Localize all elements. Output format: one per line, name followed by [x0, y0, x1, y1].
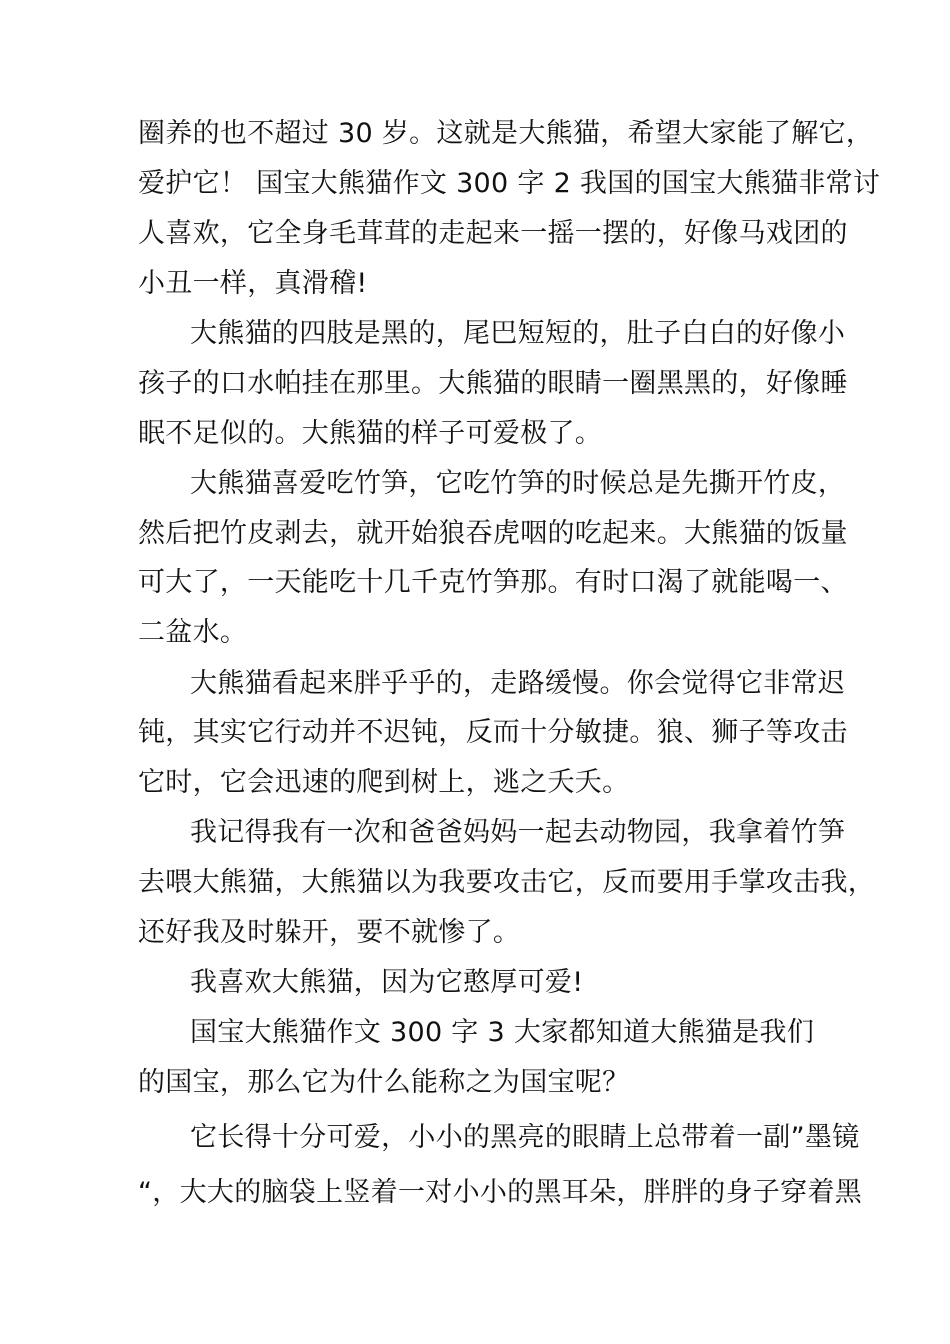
text-line: 它时，它会迅速的爬到树上，逃之夭夭。 [138, 767, 630, 798]
text-line: “，大大的脑袋上竖着一对小小的黑耳朵，胖胖的身子穿着黑 [138, 1177, 863, 1208]
text-line: 爱护它！ 国宝大熊猫作文 300 字 2 我国的国宝大熊猫非常讨 [138, 168, 881, 199]
text-line: 二盆水。 [138, 617, 248, 648]
text-line: 我记得我有一次和爸爸妈妈一起去动物园，我拿着竹笋 [190, 817, 846, 848]
text-line: 圈养的也不超过 30 岁。这就是大熊猫，希望大家能了解它， [138, 118, 874, 149]
text-line: 孩子的口水帕挂在那里。大熊猫的眼睛一圈黑黑的，好像睡 [138, 368, 848, 399]
text-line: 大熊猫的四肢是黑的，尾巴短短的，肚子白白的好像小 [190, 318, 846, 349]
text-line: 钝，其实它行动并不迟钝，反而十分敏捷。狼、狮子等攻击 [138, 717, 848, 748]
text-line: 去喂大熊猫，大熊猫以为我要攻击它，反而要用手掌攻击我， [138, 867, 876, 898]
text-line: 眠不足似的。大熊猫的样子可爱极了。 [138, 418, 603, 449]
text-line: 还好我及时躲开，要不就惨了。 [138, 917, 521, 948]
text-line: 国宝大熊猫作文 300 字 3 大家都知道大熊猫是我们 [190, 1017, 815, 1048]
text-line: 可大了，一天能吃十几千克竹笋那。有时口渴了就能喝一、 [138, 567, 848, 598]
text-line: 然后把竹皮剥去，就开始狼吞虎咽的吃起来。大熊猫的饭量 [138, 518, 848, 549]
text-line: 小丑一样，真滑稽! [138, 268, 368, 299]
text-line: 的国宝，那么它为什么能称之为国宝呢？ [138, 1067, 630, 1098]
text-line: 大熊猫喜爱吃竹笋，它吃竹笋的时候总是先撕开竹皮， [190, 468, 846, 499]
text-line: 它长得十分可爱，小小的黑亮的眼睛上总带着一副”墨镜 [190, 1122, 860, 1153]
text-line: 大熊猫看起来胖乎乎的，走路缓慢。你会觉得它非常迟 [190, 668, 846, 699]
text-line: 人喜欢，它全身毛茸茸的走起来一摇一摆的，好像马戏团的 [138, 218, 848, 249]
text-line: 我喜欢大熊猫，因为它憨厚可爱! [190, 967, 584, 998]
